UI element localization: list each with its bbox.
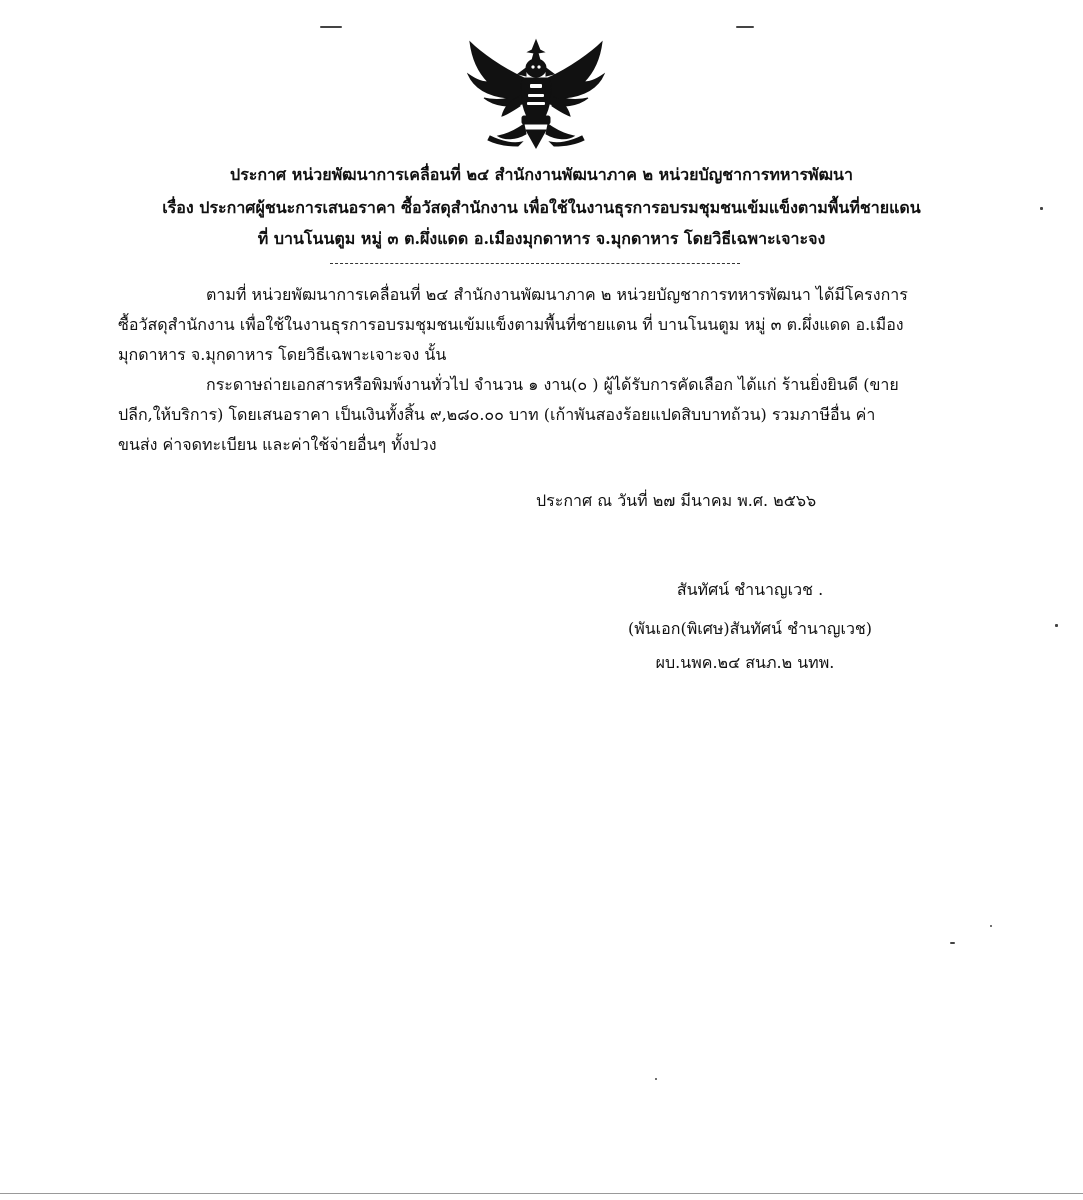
body-paragraph-2-line-3: ขนส่ง ค่าจดทะเบียน และค่าใช้จ่ายอื่นๆ ทั้งปวง [118, 435, 437, 454]
scan-speck [655, 1078, 657, 1080]
scan-mark [736, 26, 754, 28]
scan-mark [320, 26, 342, 28]
signature-position: ผบ.นพค.๒๔ สนภ.๒ นทพ. [655, 653, 835, 672]
scan-speck [950, 942, 955, 944]
header-line-1: ประกาศ หน่วยพัฒนาการเคลื่อนที่ ๒๔ สำนักงานพัฒนาภาค ๒ หน่วยบัญชาการทหารพัฒนา [230, 165, 853, 184]
title-divider [330, 263, 740, 264]
scan-speck [1055, 624, 1058, 627]
scan-speck [1040, 207, 1043, 210]
signature-signed-name: สันทัศน์ ชำนาญเวช . [676, 580, 824, 599]
signature-full-name: (พันเอก(พิเศษ)สันทัศน์ ชำนาญเวช) [627, 619, 873, 638]
page-bottom-edge [0, 1193, 1083, 1194]
body-paragraph-1-line-3: มุกดาหาร จ.มุกดาหาร โดยวิธีเฉพาะเจาะจง นั้น [118, 345, 447, 364]
scan-speck [990, 925, 992, 927]
garuda-emblem-icon [462, 38, 610, 150]
header-line-3: ที่ บานโนนตูม หมู่ ๓ ต.ผึ่งแดด อ.เมืองมุกดาหาร จ.มุกดาหาร โดยวิธีเฉพาะเจาะจง [257, 229, 826, 248]
body-paragraph-2-line-1: กระดาษถ่ายเอกสารหรือพิมพ์งานทั่วไป จำนวน ๑ งาน(๐ ) ผู้ได้รับการคัดเลือก ได้แก่ ร้านยิ่งยินดี (ขาย [206, 375, 899, 394]
body-paragraph-2-line-2: ปลีก,ให้บริการ) โดยเสนอราคา เป็นเงินทั้งสิ้น ๙,๒๘๐.๐๐ บาท (เก้าพันสองร้อยแปดสิบบาทถ้วน) รวมภาษีอื่น ค่า [118, 405, 876, 424]
body-paragraph-1-line-2: ซื้อวัสดุสำนักงาน เพื่อใช้ในงานธุรการอบรมชุมชนเข้มแข็งตามพื้นที่ชายแดน ที่ บานโนนตูม หมู่ ๓ ต.ผึ่งแดด อ.เมือง [118, 315, 904, 334]
announcement-date: ประกาศ ณ วันที่ ๒๗ มีนาคม พ.ศ. ๒๕๖๖ [536, 491, 817, 510]
body-paragraph-1-line-1: ตามที่ หน่วยพัฒนาการเคลื่อนที่ ๒๔ สำนักงานพัฒนาภาค ๒ หน่วยบัญชาการทหารพัฒนา ได้มีโครงการ [206, 285, 908, 304]
header-line-2: เรื่อง ประกาศผู้ชนะการเสนอราคา ซื้อวัสดุสำนักงาน เพื่อใช้ในงานธุรการอบรมชุมชนเข้มแข็งตามพื้นที่ชายแดน [162, 198, 921, 217]
